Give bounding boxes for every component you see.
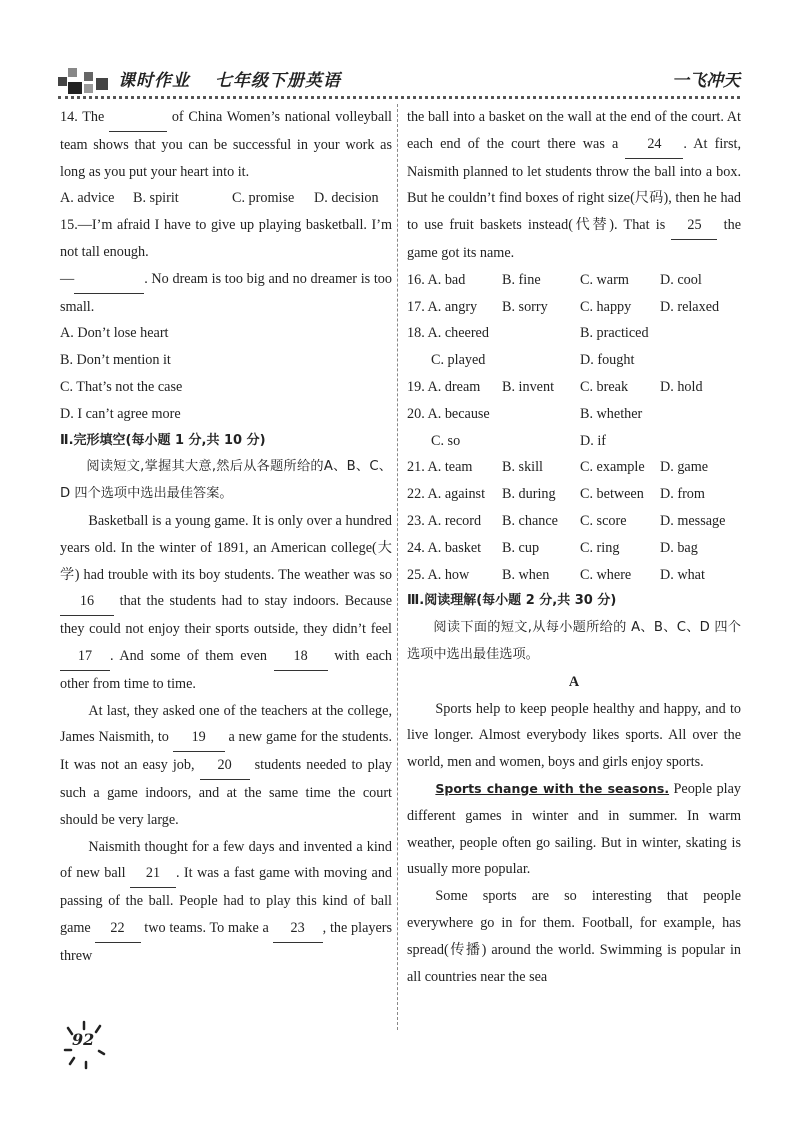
q14-options: A. advice B. spirit C. promise D. decision — [60, 190, 379, 207]
cloze-options — [407, 267, 741, 589]
options-23: 23. A. record B. chance C. score D. message — [407, 512, 726, 529]
options-16: 16. A. bad B. fine C. warm D. cool — [407, 271, 702, 288]
page-number-text: 92 — [72, 1030, 95, 1049]
options-22: 22. A. against B. during C. between D. from — [407, 486, 705, 503]
cloze-blank-17: 17 — [60, 643, 110, 671]
right-column — [407, 104, 741, 990]
cloze-blank-16: 16 — [60, 588, 114, 616]
book-subject: 七年级下册英语 — [214, 71, 341, 91]
book-series: 课时作业 — [118, 71, 190, 91]
answer-blank — [74, 266, 144, 294]
options-20-row2: C. so D. if — [431, 432, 607, 449]
options-25: 25. A. how B. when C. where D. what — [407, 566, 705, 583]
column-divider — [397, 104, 398, 1030]
options-24: 24. A. basket B. cup C. ring D. bag — [407, 539, 698, 556]
underlined-sentence: Sports change with the seasons. — [435, 780, 670, 796]
reading-paragraph-2: Sports change with the seasons. People play different games in winter and in summer. In warm weather, people often go sailing. But in winter, skating is usually more popular. — [407, 780, 741, 878]
cloze-blank-22: 22 — [95, 915, 141, 943]
logo-icon — [58, 68, 110, 94]
cloze-blank-24: 24 — [625, 131, 683, 159]
options-20: 20. A. because B. whether — [407, 405, 643, 422]
cloze-blank-23: 23 — [273, 915, 323, 943]
reading-paragraph-1: Sports help to keep people healthy and happy, and to live longer. Almost everybody likes sports. All over the world, men and women, boys and girls enjoy sports. — [407, 700, 741, 771]
section-2-instructions: 阅读短文,掌握其大意,然后从各题所给的A、B、C、D 四个选项中选出最佳答案。 — [60, 459, 392, 502]
cloze-paragraph-2: At last, they asked one of the teachers at the college, James Naismith, to 19 a new game for the students. It was not an easy job, 20 students needed to play such a game indoors, and at the same time the court should be very large. — [60, 702, 393, 828]
left-column — [60, 104, 392, 970]
header-rule — [58, 96, 740, 99]
q15-options: A. Don’t lose heart B. Don’t mention it C. That’s not the case D. I can’t agree more — [60, 325, 183, 422]
header-title — [118, 66, 359, 91]
cloze-blank-19: 19 — [173, 724, 225, 752]
cloze-blank-18: 18 — [274, 643, 328, 671]
reading-paragraph-3: Some sports are so interesting that people everywhere go in for them. Football, for example, has spread(传播) around the world. Swimming is popular in all countries near the sea — [407, 888, 741, 985]
cloze-paragraph-3-continued: the ball into a basket on the wall at the end of the court. At each end of the court there was a 24 . At first, Naismith planned to let students throw the ball into a box. But he couldn’t find boxes of right size(尺码), then he had to use fruit baskets instead(代替). That is 25 the game got its name. — [407, 109, 742, 261]
options-18: 18. A. cheered B. practiced — [407, 325, 649, 342]
question-14: 14. The of China Women’s national volleyball team shows that you can be successful in your work as long as you put your heart into it. — [60, 104, 392, 185]
question-15: 15.—I’m afraid I have to give up playing basketball. I’m not tall enough. — . No dream is too big and no dreamer is too small. — [60, 217, 392, 315]
cloze-paragraph-3: Naismith thought for a few days and invented a kind of new ball 21 . It was a fast game with moving and passing of the ball. People had to play this kind of ball game 22 two teams. To make a 23 , the players threw — [60, 838, 393, 964]
passage-label: A — [568, 673, 580, 690]
options-18-row2: C. played D. fought — [431, 352, 635, 369]
section-2-title: Ⅱ.完形填空(每小题 1 分,共 10 分) — [60, 432, 266, 448]
cloze-blank-25: 25 — [671, 212, 717, 240]
section-3-instructions: 阅读下面的短文,从每小题所给的 A、B、C、D 四个选项中选出最佳选项。 — [407, 620, 741, 662]
cloze-blank-21: 21 — [130, 860, 176, 888]
brand-name: 一飞冲天 — [672, 71, 740, 91]
options-19: 19. A. dream B. invent C. break D. hold — [407, 378, 703, 395]
cloze-blank-20: 20 — [200, 752, 250, 780]
answer-blank — [109, 104, 167, 132]
page-header — [58, 62, 740, 102]
page-number — [62, 1020, 112, 1070]
options-17: 17. A. angry B. sorry C. happy D. relaxed — [407, 298, 720, 315]
section-3-title: Ⅲ.阅读理解(每小题 2 分,共 30 分) — [407, 593, 617, 609]
options-21: 21. A. team B. skill C. example D. game — [407, 459, 709, 476]
cloze-paragraph-1: Basketball is a young game. It is only over a hundred years old. In the winter of 1891, an American college(大学) had trouble with its boy students. The weather was so 16 that the students had to stay indoors. Because they could not enjoy their sports outside, they didn’t feel 17 . And some of them even 18 with each other from time to time. — [60, 512, 393, 692]
